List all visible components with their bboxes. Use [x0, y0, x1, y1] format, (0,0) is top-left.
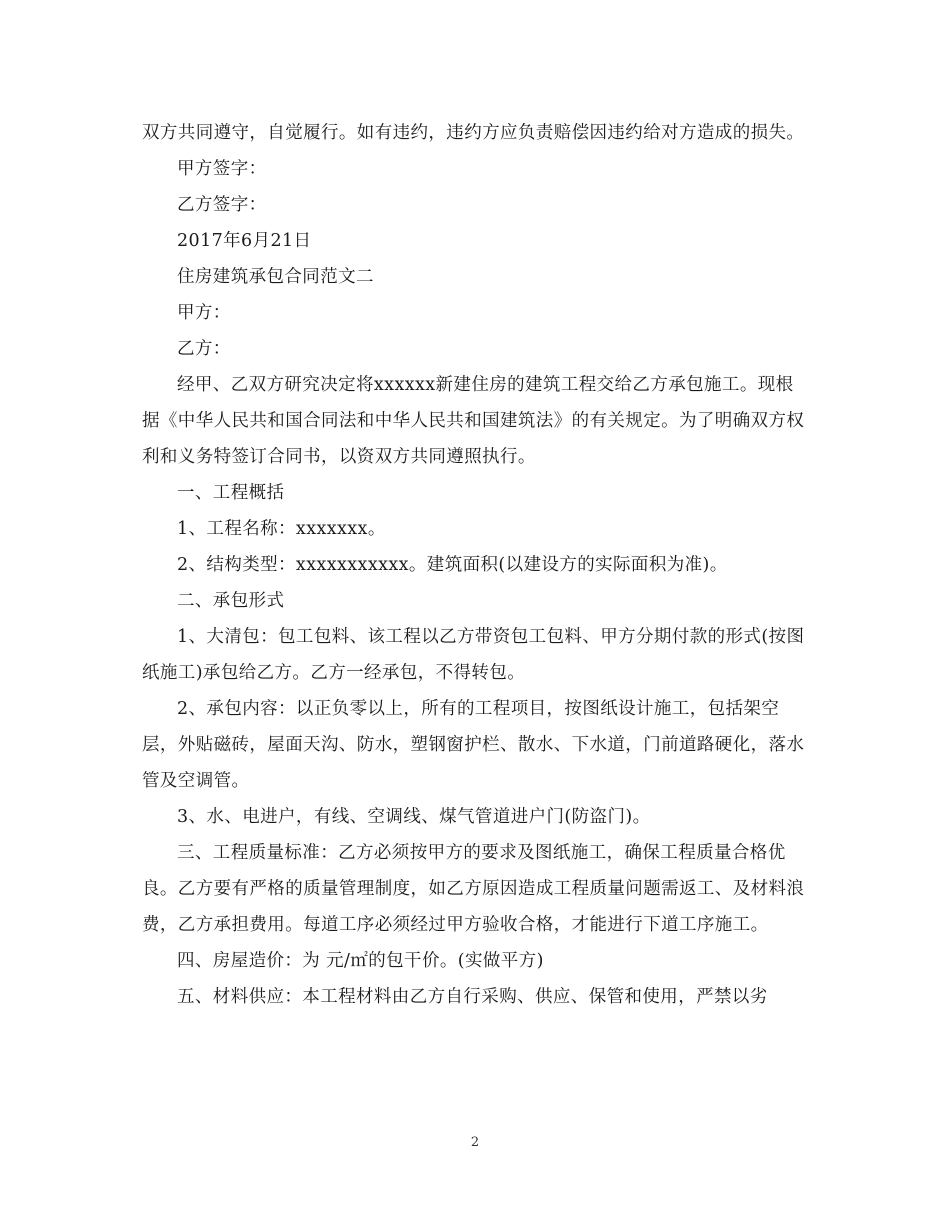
- paragraph-intro: 经甲、乙双方研究决定将xxxxxx新建住房的建筑工程交给乙方承包施工。现根据《中华人民共和国合同法和中华人民共和国建筑法》的有关规定。为了明确双方权利和义务特签订合同书，以资双方共同遵照执行。: [142, 375, 805, 467]
- party-b-line: 乙方：: [177, 339, 231, 359]
- item-project-name: 1、工程名称：xxxxxxx。: [177, 519, 386, 539]
- item-utilities: 3、水、电进户，有线、空调线、煤气管道进户门(防盗门)。: [177, 807, 651, 827]
- item-full-contract: 1、大清包：包工包料、该工程以乙方带资包工包料、甲方分期付款的形式(按图纸施工)承包给乙方。乙方一经承包，不得转包。: [142, 627, 805, 683]
- paragraph-quality-standard: 三、工程质量标准：乙方必须按甲方的要求及图纸施工，确保工程质量合格优良。乙方要有严格的质量管理制度，如乙方原因造成工程质量问题需返工、及材料浪费，乙方承担费用。每道工序必须经过甲方验收合格，才能进行下道工序施工。: [142, 843, 805, 935]
- contract-date: 2017年6月21日: [177, 231, 312, 251]
- party-a-line: 甲方：: [177, 303, 231, 323]
- heading-project-overview: 一、工程概括: [177, 483, 285, 503]
- item-structure-type: 2、结构类型：xxxxxxxxxxx。建筑面积(以建设方的实际面积为准)。: [177, 555, 728, 575]
- page-number: 2: [470, 1135, 480, 1150]
- party-a-signature-line: 甲方签字：: [177, 159, 267, 179]
- paragraph-house-price: 四、房屋造价：为 元/㎡的包干价。(实做平方): [177, 951, 544, 971]
- heading-contract-form: 二、承包形式: [177, 591, 285, 611]
- party-b-signature-line: 乙方签字：: [177, 195, 267, 215]
- document-body: [142, 115, 810, 1015]
- item-contract-content: 2、承包内容：以正负零以上，所有的工程项目，按图纸设计施工，包括架空层，外贴磁砖，屋面天沟、防水，塑钢窗护栏、散水、下水道，门前道路硬化，落水管及空调管。: [142, 699, 805, 791]
- paragraph-continuation: 双方共同遵守，自觉履行。如有违约，违约方应负责赔偿因违约给对方造成的损失。: [142, 123, 805, 143]
- section-title: 住房建筑承包合同范文二: [177, 267, 374, 287]
- paragraph-material-supply: 五、材料供应：本工程材料由乙方自行采购、供应、保管和使用，严禁以劣: [177, 987, 768, 1007]
